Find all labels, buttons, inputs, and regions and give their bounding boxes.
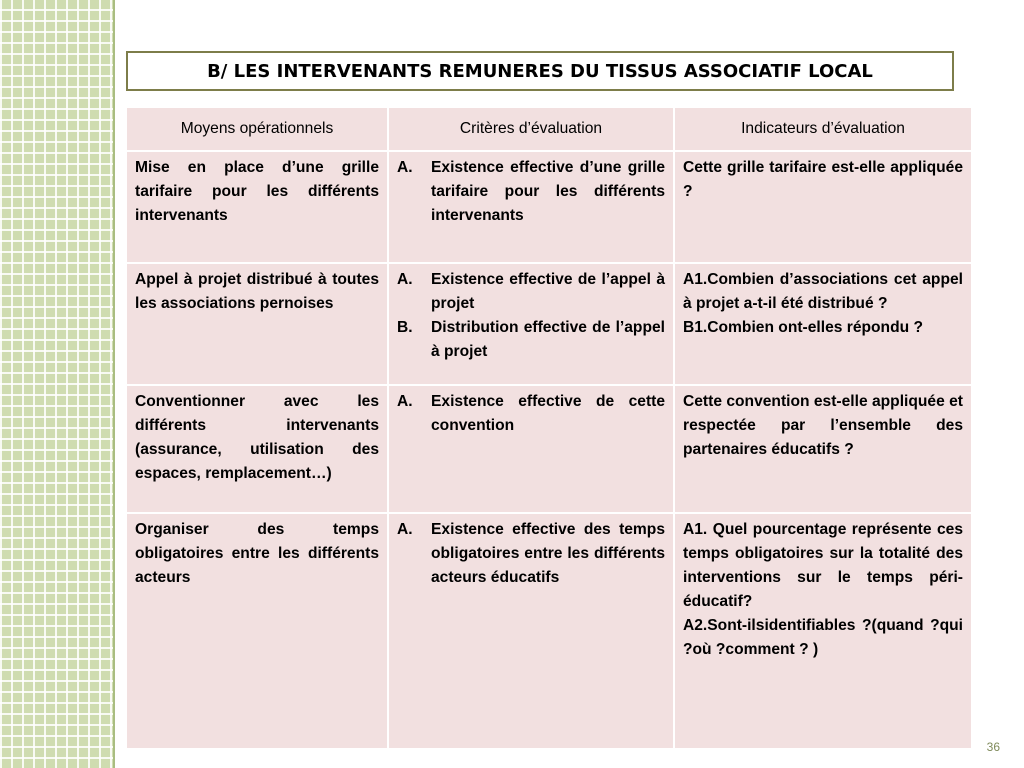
criteria-text: Existence effective des temps obligatoires entre les différents acteurs éducatifs xyxy=(431,521,665,586)
header-indicateurs: Indicateurs d’évaluation xyxy=(674,107,972,151)
header-moyens: Moyens opérationnels xyxy=(126,107,388,151)
list-marker: A. xyxy=(397,521,413,538)
slide-title: B/ LES INTERVENANTS REMUNERES DU TISSUS ASSOCIATIF LOCAL xyxy=(126,51,954,91)
indicator-text: A1.Combien d’associations cet appel à projet a-t-il été distribué ? xyxy=(683,271,963,312)
cell-moyen: Appel à projet distribué à toutes les associations pernoises xyxy=(126,263,388,385)
cell-criteres xyxy=(388,513,674,749)
header-criteres: Critères d’évaluation xyxy=(388,107,674,151)
cell-indicateurs xyxy=(674,263,972,385)
indicator-text: A2.Sont-ilsidentifiables ?(quand ?qui ?où ?comment ? ) xyxy=(683,617,963,658)
cell-moyen: Mise en place d’une grille tarifaire pour les différents intervenants xyxy=(126,151,388,263)
decorative-side-pattern xyxy=(0,0,115,768)
criteria-text: Existence effective de cette convention xyxy=(431,393,665,434)
table-row xyxy=(126,263,972,385)
indicator-text: A1. Quel pourcentage représente ces temps obligatoires sur la totalité des interventions sur le temps péri-éducatif? xyxy=(683,521,963,610)
criteria-text: Distribution effective de l’appel à projet xyxy=(431,319,665,360)
cell-indicateurs xyxy=(674,513,972,749)
criteria-item xyxy=(397,390,665,438)
list-marker: A. xyxy=(397,393,413,410)
page-number: 36 xyxy=(986,740,1000,754)
table-header-row xyxy=(126,107,972,151)
table-row xyxy=(126,385,972,513)
criteria-item xyxy=(397,156,665,228)
indicator-text: Cette convention est-elle appliquée et respectée par l’ensemble des partenaires éducatifs ? xyxy=(683,393,963,458)
criteria-item xyxy=(397,268,665,316)
cell-criteres xyxy=(388,151,674,263)
cell-criteres xyxy=(388,263,674,385)
list-marker: A. xyxy=(397,271,413,288)
evaluation-table xyxy=(125,106,973,750)
criteria-text: Existence effective de l’appel à projet xyxy=(431,271,665,312)
list-marker: B. xyxy=(397,319,413,336)
cell-indicateurs xyxy=(674,385,972,513)
indicator-text: B1.Combien ont-elles répondu ? xyxy=(683,319,923,336)
table-row xyxy=(126,151,972,263)
table-row xyxy=(126,513,972,749)
criteria-item xyxy=(397,316,665,364)
cell-indicateurs xyxy=(674,151,972,263)
cell-criteres xyxy=(388,385,674,513)
cell-moyen: Organiser des temps obligatoires entre les différents acteurs xyxy=(126,513,388,749)
list-marker: A. xyxy=(397,159,413,176)
criteria-item xyxy=(397,518,665,590)
cell-moyen: Conventionner avec les différents intervenants (assurance, utilisation des espaces, remplacement…) xyxy=(126,385,388,513)
indicator-text: Cette grille tarifaire est-elle appliquée ? xyxy=(683,159,963,200)
criteria-text: Existence effective d’une grille tarifaire pour les différents intervenants xyxy=(431,159,665,224)
